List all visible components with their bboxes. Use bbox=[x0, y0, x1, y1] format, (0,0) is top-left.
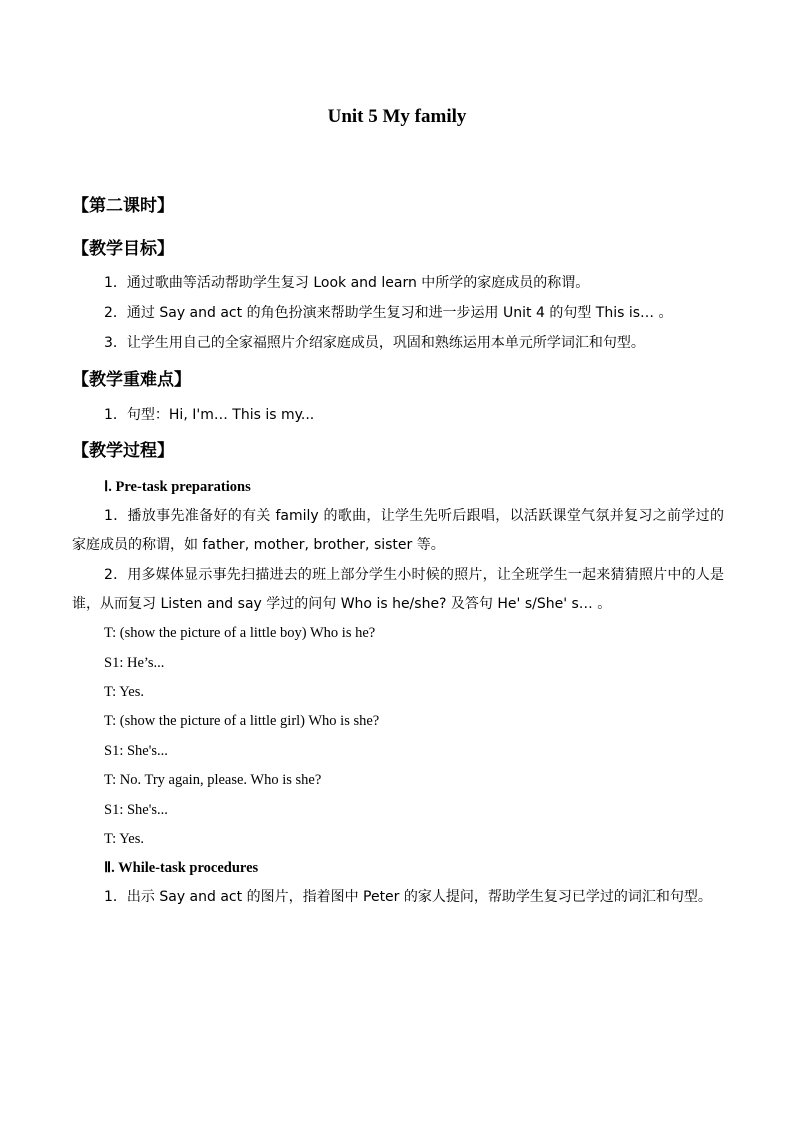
section-objectives-heading: 【教学目标】 bbox=[72, 239, 174, 259]
process-part2-item-1: 1．出示 Say and act 的图片，指着图中 Peter 的家人提问，帮助学生复习已学过的词汇和句型。 bbox=[104, 889, 712, 905]
process-part1-item-2: 2．用多媒体显示事先扫描进去的班上部分学生小时候的照片，让全班学生一起来猜猜照片中的人是谁，从而复习 Listen and say 学过的问句 Who is he/she? 及答句 He' s/She' s… 。 bbox=[72, 567, 724, 612]
dialogue-line-2: S1: He’s... bbox=[104, 655, 165, 671]
dialogue-line-5: S1: She's... bbox=[104, 743, 168, 759]
key-point-item-1: 1．句型：Hi, I'm… This is my... bbox=[104, 407, 315, 423]
dialogue-line-8: T: Yes. bbox=[104, 831, 144, 847]
section-process-heading: 【教学过程】 bbox=[72, 441, 174, 461]
dialogue-line-7: S1: She's... bbox=[104, 802, 168, 818]
process-part1-title: Ⅰ. Pre-task preparations bbox=[104, 479, 251, 495]
dialogue-line-6: T: No. Try again, please. Who is she? bbox=[104, 772, 322, 788]
section-lesson-heading: 【第二课时】 bbox=[72, 196, 174, 216]
process-part1-item-1: 1．播放事先准备好的有关 family 的歌曲，让学生先听后跟唱，以活跃课堂气氛并复习之前学过的家庭成员的称谓，如 father, mother, brother, sister 等。 bbox=[72, 508, 724, 553]
objective-item-2: 2．通过 Say and act 的角色扮演来帮助学生复习和进一步运用 Unit 4 的句型 This is… 。 bbox=[104, 305, 673, 321]
dialogue-line-1: T: (show the picture of a little boy) Who is he? bbox=[104, 625, 376, 641]
dialogue-line-3: T: Yes. bbox=[104, 684, 144, 700]
document-title: Unit 5 My family bbox=[327, 106, 467, 127]
dialogue-line-4: T: (show the picture of a little girl) Who is she? bbox=[104, 713, 380, 729]
objective-item-1: 1．通过歌曲等活动帮助学生复习 Look and learn 中所学的家庭成员的称谓。 bbox=[104, 275, 590, 291]
process-part2-title: Ⅱ. While-task procedures bbox=[104, 860, 259, 876]
objective-item-3: 3．让学生用自己的全家福照片介绍家庭成员，巩固和熟练运用本单元所学词汇和句型。 bbox=[104, 335, 645, 351]
section-key-points-heading: 【教学重难点】 bbox=[72, 370, 191, 390]
